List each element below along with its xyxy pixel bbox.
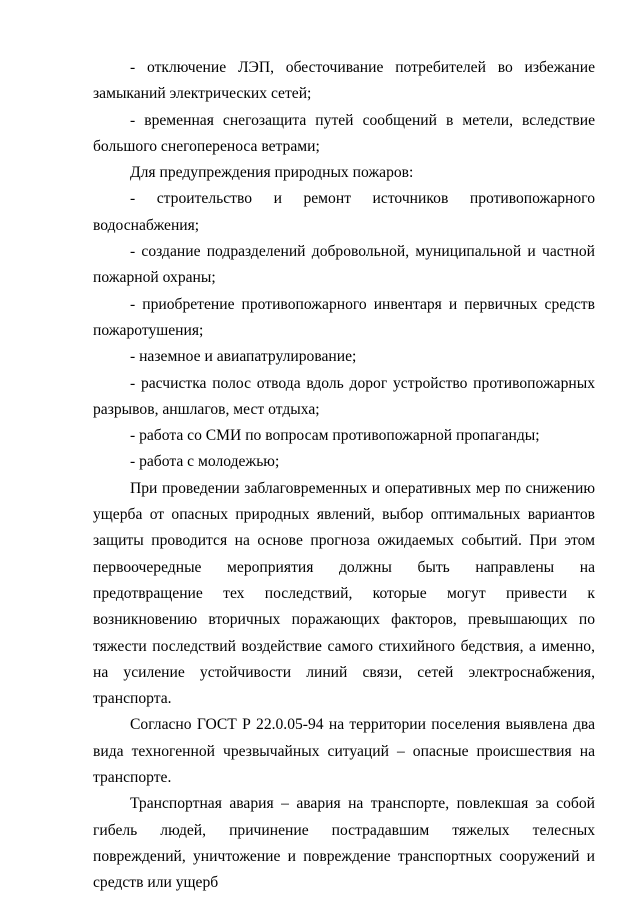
paragraph: - работа со СМИ по вопросам противопожарной пропаганды;	[130, 427, 540, 445]
paragraph: Согласно ГОСТ Р 22.0.05-94 на территории поселения выявлена два вида техногенной чрезвычайных ситуаций – опасные происшествия на транспорте.	[93, 716, 595, 787]
paragraph: - временная снегозащита путей сообщений в метели, вследствие большого снегопереноса ветрами;	[93, 111, 595, 155]
paragraph: - расчистка полос отвода вдоль дорог устройство противопожарных разрывов, аншлагов, мест отдыха;	[93, 374, 595, 418]
paragraph: - строительство и ремонт источников противопожарного водоснабжения;	[93, 190, 595, 234]
paragraph: - отключение ЛЭП, обесточивание потребителей во избежание замыканий электрических сетей;	[93, 59, 595, 103]
paragraph: При проведении заблаговременных и оперативных мер по снижению ущерба от опасных природных явлений, выбор оптимальных вариантов защиты проводится на основе прогноза ожидаемых событий. При этом первоочередные мероприятия должны быть направлены на предотвращение тех последствий, которые могут привести к возникновению вторичных поражающих факторов, превышающих по тяжести последствий воздействие самого стихийного бедствия, а именно, на усиление устойчивости линий связи, сетей электроснабжения, транспорта.	[93, 479, 595, 708]
paragraph: - наземное и авиапатрулирование;	[130, 348, 357, 366]
paragraph: Транспортная авария – авария на транспорте, повлекшая за собой гибель людей, причинение пострадавшим тяжелых телесных повреждений, уничтожение и повреждение транспортных сооружений и средств или ущерб	[93, 795, 595, 892]
paragraph: - создание подразделений добровольной, муниципальной и частной пожарной охраны;	[93, 243, 595, 287]
paragraph: - приобретение противопожарного инвентаря и первичных средств пожаротушения;	[93, 295, 595, 339]
paragraph: Для предупреждения природных пожаров:	[130, 164, 414, 182]
paragraph: - работа с молодежью;	[130, 453, 280, 471]
document-body	[93, 55, 595, 897]
